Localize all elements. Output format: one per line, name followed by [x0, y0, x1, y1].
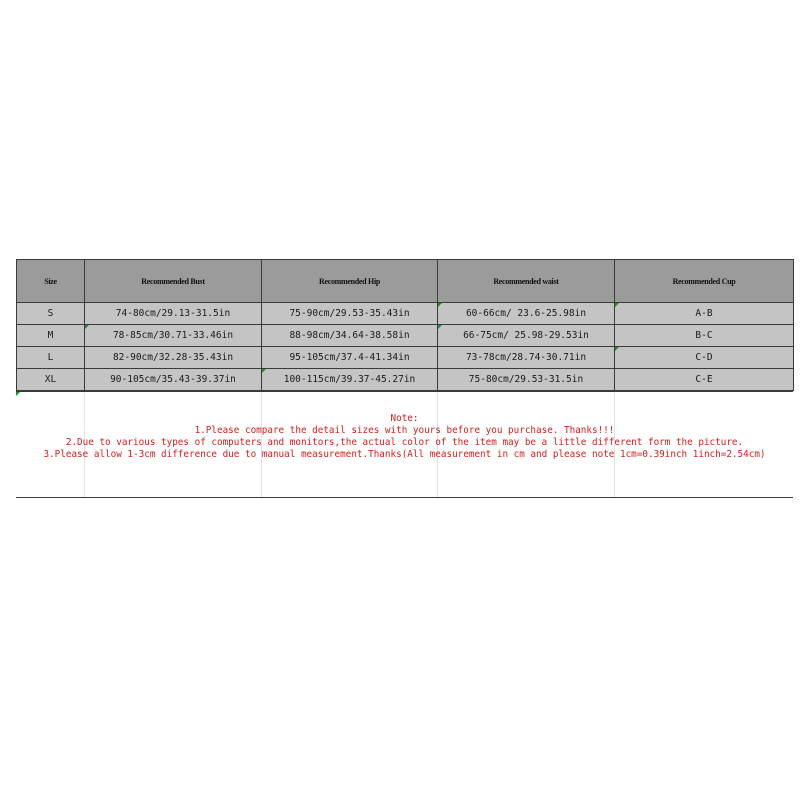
table-row [17, 347, 794, 369]
cell-bust: 82-90cm/32.28-35.43in [85, 347, 262, 369]
cell-size: L [17, 347, 85, 369]
cell-size: XL [17, 369, 85, 391]
cell-size: S [17, 303, 85, 325]
table-row [17, 303, 794, 325]
cell-cup: C-E [615, 369, 794, 391]
cell-cup: B-C [615, 325, 794, 347]
table-row [17, 369, 794, 391]
note-box [16, 391, 793, 498]
cell-marker [16, 392, 20, 396]
cell-bust: 78-85cm/30.71-33.46in [85, 325, 262, 347]
note-text [16, 413, 793, 461]
cell-hip: 95-105cm/37.4-41.34in [262, 347, 438, 369]
header-size: Size [17, 260, 85, 303]
table-header-row [17, 260, 794, 303]
cell-cup: C-D [615, 347, 794, 369]
size-chart-sheet [16, 259, 793, 498]
cell-hip: 100-115cm/39.37-45.27in [262, 369, 438, 391]
note-title: Note: [390, 413, 419, 424]
note-line-3: 3.Please allow 1-3cm difference due to manual measurement.Thanks(All measurement in cm and please note 1cm=0.39inch 1inch=2.54cm) [43, 449, 766, 460]
cell-bust: 90-105cm/35.43-39.37in [85, 369, 262, 391]
cell-size: M [17, 325, 85, 347]
header-hip: Recommended Hip [262, 260, 438, 303]
cell-waist: 66-75cm/ 25.98-29.53in [438, 325, 615, 347]
header-bust: Recommended Bust [85, 260, 262, 303]
note-line-2: 2.Due to various types of computers and monitors,the actual color of the item may be a little different form the picture. [65, 437, 744, 448]
cell-waist: 60-66cm/ 23.6-25.98in [438, 303, 615, 325]
cell-waist: 73-78cm/28.74-30.71in [438, 347, 615, 369]
cell-cup: A-B [615, 303, 794, 325]
size-table [16, 259, 794, 391]
table-row [17, 325, 794, 347]
cell-waist: 75-80cm/29.53-31.5in [438, 369, 615, 391]
header-waist: Recommended waist [438, 260, 615, 303]
cell-bust: 74-80cm/29.13-31.5in [85, 303, 262, 325]
cell-hip: 88-98cm/34.64-38.58in [262, 325, 438, 347]
header-cup: Recommended Cup [615, 260, 794, 303]
cell-hip: 75-90cm/29.53-35.43in [262, 303, 438, 325]
note-line-1: 1.Please compare the detail sizes with yours before you purchase. Thanks!!! [194, 425, 615, 436]
